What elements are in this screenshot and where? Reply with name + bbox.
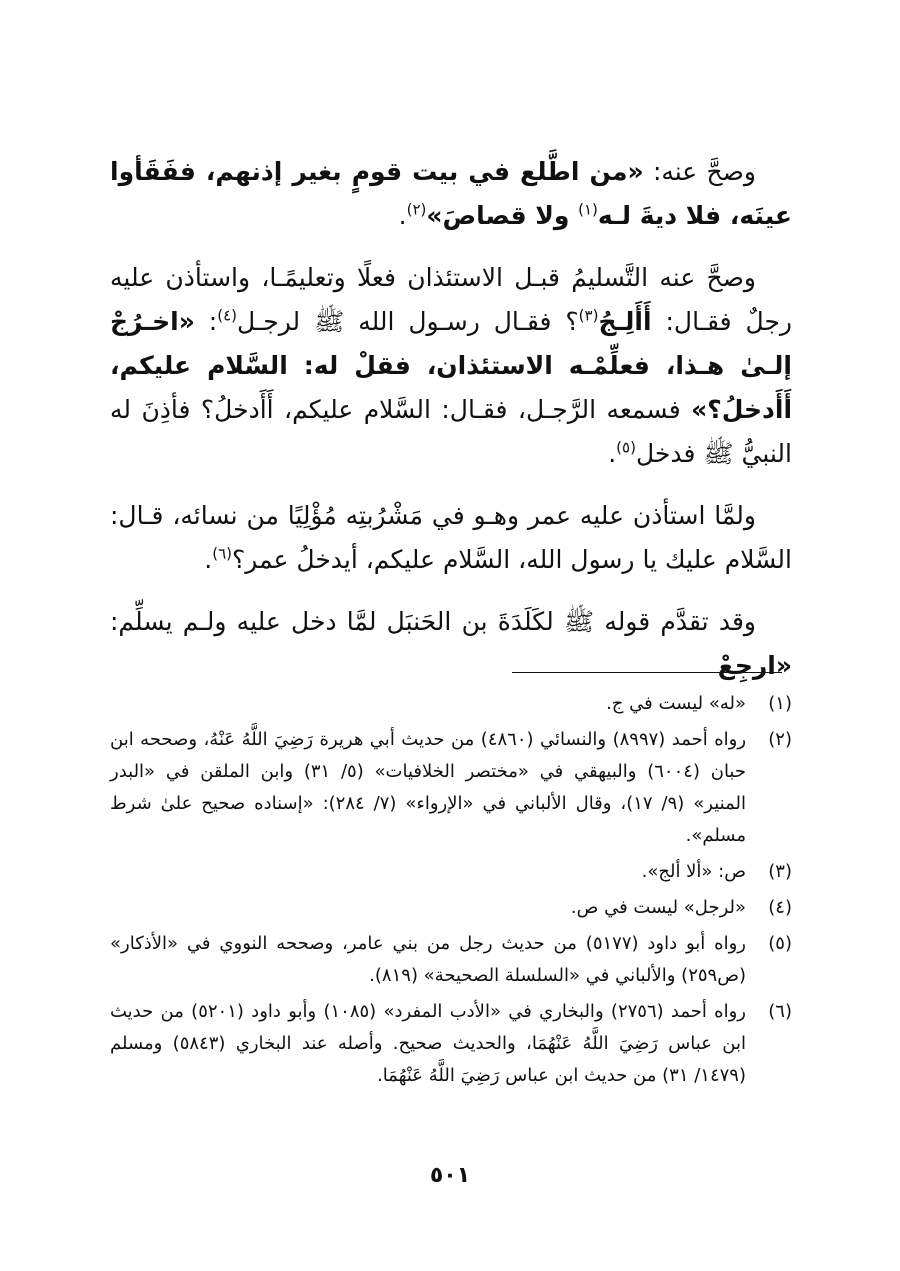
footnote-ref: (٢) xyxy=(406,200,427,219)
footnote-text: رواه أبو داود (٥١٧٧) من حديث رجل من بني عامر، وصححه النووي في «الأذكار» (ص٢٥٩) والألباني في «السلسلة الصحيحة» (٨١٩). xyxy=(110,933,746,986)
footnote-text: رواه أحمد (٢٧٥٦) والبخاري في «الأدب المفرد» (١٠٨٥) وأبو داود (٥٢٠١) من حديث ابن عباس رَضِيَ اللَّهُ عَنْهُمَا، والحديث صحيح. وأصله عند البخاري (٥٨٤٣) ومسلم (١٤٧٩/ ٣١) من حديث ابن عباس رَضِيَ اللَّهُ عَنْهُمَا. xyxy=(110,1001,746,1086)
footnote-ref: (٣) xyxy=(578,306,599,325)
paragraph-2 xyxy=(110,256,792,476)
footnote-1 xyxy=(110,688,792,720)
footnote-text: ص: «ألا ألج». xyxy=(641,861,746,882)
footnotes xyxy=(110,688,792,1096)
footnote-text: رواه أحمد (٨٩٩٧) والنسائي (٤٨٦٠) من حديث أبي هريرة رَضِيَ اللَّهُ عَنْهُ، وصححه ابن حبان (٦٠٠٤) والبيهقي في «مختصر الخلافيات» (٥/ ٣١) وابن الملقن في «البدر المنير» (٩/ ١٧)، وقال الألباني في «الإرواء» (٧/ ٢٨٤): «إسناده صحيح علىٰ شرط مسلم». xyxy=(110,729,747,846)
hadith-quote: «ارجِعْ xyxy=(717,651,792,680)
text-run: . xyxy=(398,201,407,230)
footnote-6 xyxy=(110,996,792,1092)
text-run: ولمَّا استأذن عليه عمر وهـو في مَشْرُبتِه مُؤْلِيًا من نسائه، قـال: السَّلام عليك يا رسول الله، السَّلام عليكم، أيدخلُ عمر؟ xyxy=(110,501,792,574)
footnote-number: (٦) xyxy=(768,1001,792,1022)
footnote-5 xyxy=(110,928,792,992)
text-run: وصحَّ عنه التَّسليمُ قبـل الاستئذان فعلًا وتعليمًـا، واستأذن عليه رجلٌ فقـال: xyxy=(110,263,793,336)
hadith-quote: «من اطَّلع في بيت قومٍ بغير إذنهم، ففَقَأوا عينَه، فلا ديةَ لـه xyxy=(110,157,792,230)
hadith-quote: ولا قصاصَ» xyxy=(426,201,579,230)
footnote-ref: (٥) xyxy=(616,438,636,457)
text-run: . xyxy=(204,545,213,574)
paragraph-4 xyxy=(110,600,792,688)
text-run: . xyxy=(608,439,617,468)
footnote-number: (١) xyxy=(768,693,792,714)
page-number: ٥٠١ xyxy=(429,1163,471,1188)
footnote-text: «لرجل» ليست في ص. xyxy=(570,897,746,918)
hadith-quote: «اخـرُجْ إلـىٰ هـذا، فعلِّمْـه الاستئذان، فقلْ له: السَّلام عليكم، أَأَدخلُ؟» xyxy=(110,307,793,424)
footnote-number: (٥) xyxy=(768,933,792,954)
footnote-ref: (٤) xyxy=(217,306,238,325)
text-run: ؟ فقـال رسـول الله ﷺ لرجـل xyxy=(237,307,579,336)
footnote-4 xyxy=(110,892,792,924)
footnote-ref: (١) xyxy=(578,200,598,219)
footnote-ref: (٦) xyxy=(212,544,232,563)
footnote-number: (٤) xyxy=(768,897,792,918)
text-run: أَأَدخلُ؟ فأذِنَ له النبيُّ ﷺ فدخل xyxy=(110,395,792,468)
footnote-number: (٣) xyxy=(768,861,792,882)
text-run: فسمعه الرَّجـل، فقـال: السَّلام عليكم، xyxy=(273,395,692,424)
text-run: وقد تقدَّم قوله ﷺ لكَلَدَةَ بن الحَنبَل لمَّا دخل عليه ولـم يسلِّم: xyxy=(110,607,756,636)
text-run: وصحَّ عنه: xyxy=(643,157,756,186)
main-text xyxy=(110,150,792,706)
footnote-separator xyxy=(512,672,782,673)
paragraph-3 xyxy=(110,494,792,582)
paragraph-1 xyxy=(110,150,792,238)
hadith-quote: أَأَلِـجُ xyxy=(598,307,652,336)
footnote-number: (٢) xyxy=(768,729,792,750)
footnote-2 xyxy=(110,724,792,852)
footnote-3 xyxy=(110,856,792,888)
text-run: : xyxy=(194,307,218,336)
footnote-text: «له» ليست في ج. xyxy=(606,693,746,714)
